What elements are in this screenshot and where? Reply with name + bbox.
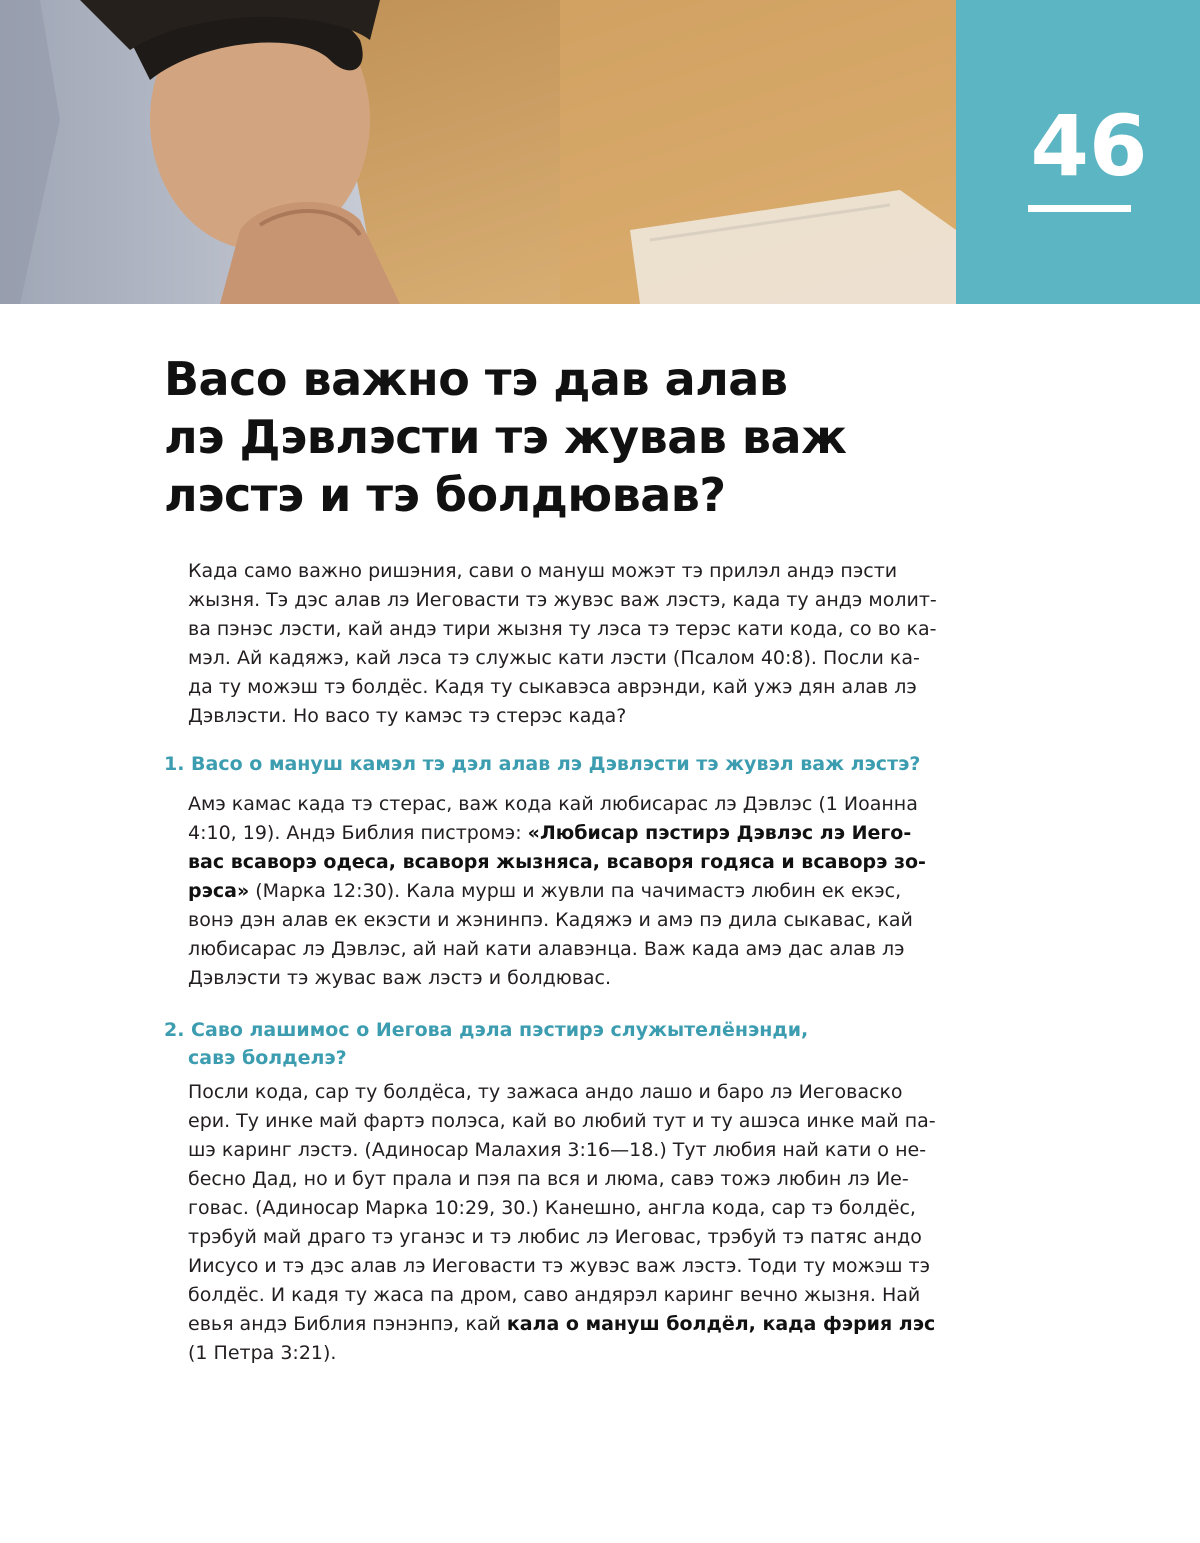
title-line: лэстэ и тэ болдював?: [164, 468, 726, 522]
answer-line: бесно Дад, но и бут прала и пэя па вся и люма, савэ тожэ любин лэ Ие-: [188, 1168, 909, 1190]
title-line: лэ Дэвлэсти тэ жував важ: [164, 410, 847, 464]
lesson-number: 46: [1030, 97, 1148, 195]
scripture-quote: кала о мануш болдёл, када фэрия лэс: [506, 1313, 936, 1335]
intro-line: Када само важно ришэния, сави о мануш можэт тэ прилэл андэ пэсти: [188, 560, 898, 582]
answer-line: Амэ камас када тэ стерас, важ кода кай любисарас лэ Дэвлэс (1 Иоанна: [188, 793, 918, 815]
answer-line: говас. (Адиносар Марка 10:29, 30.) Канешно, англа кода, сар тэ болдёс,: [188, 1197, 916, 1219]
title-line: Васо важно тэ дав алав: [164, 352, 788, 406]
intro-line: да ту можэш тэ болдёс. Кадя ту сыкавэса аврэнди, кай ужэ дян алав лэ: [188, 676, 917, 698]
answer-line: ери. Ту инке май фартэ полэса, кай во любий тут и ту ашэса инке май па-: [188, 1110, 936, 1132]
scripture-quote: «Любисар пэстирэ Дэвлэс лэ Иего-: [527, 822, 912, 844]
intro-line: ва пэнэс лэсти, кай андэ тири жызня ту лэса тэ терэс кати кода, со во ка-: [188, 618, 937, 640]
intro-line: жызня. Тэ дэс алав лэ Иеговасти тэ жувэс важ лэстэ, када ту андэ молит-: [188, 589, 937, 611]
answer-line: болдёс. И кадя ту жаса па дром, саво андярэл каринг вечно жызня. Най: [188, 1284, 921, 1306]
intro-paragraph: [188, 557, 958, 731]
scripture-quote: рэса»: [188, 880, 250, 902]
answer-line: [188, 848, 958, 877]
answer-line: [188, 877, 958, 906]
answer-line: Дэвлэсти тэ жувас важ лэстэ и болдювас.: [188, 967, 612, 989]
intro-line: Дэвлэсти. Но васо ту камэс тэ стерэс када?: [188, 705, 627, 727]
badge-underline: [1028, 205, 1131, 212]
question-1-text: 1. Васо о мануш камэл тэ дэл алав лэ Дэвлэсти тэ жувэл важ лэстэ?: [164, 753, 921, 775]
answer-line: [188, 819, 958, 848]
scripture-quote: вас всаворэ одеса, всаворя жызняса, всаворя годяса и всаворэ зо-: [188, 851, 926, 873]
answer-line: любисарас лэ Дэвлэс, ай най кати алавэнца. Важ када амэ дас алав лэ: [188, 938, 905, 960]
answer-line: шэ каринг лэстэ. (Адиносар Малахия 3:16—18.) Тут любия най кати о не-: [188, 1139, 927, 1161]
praying-man-photo-icon: [0, 0, 956, 304]
lesson-badge: [956, 0, 1200, 304]
intro-line: мэл. Ай кадяжэ, кай лэса тэ служыс кати лэсти (Псалом 40:8). Посли ка-: [188, 647, 920, 669]
answer-line: Иисусо и тэ дэс алав лэ Иеговасти тэ жувэс важ лэстэ. Тоди ту можэш тэ: [188, 1255, 930, 1277]
header-photo: [0, 0, 956, 304]
answer-2-paragraph: [188, 1078, 958, 1368]
answer-line: (1 Петра 3:21).: [188, 1342, 337, 1364]
question-2: [164, 1016, 964, 1072]
question-2-line: савэ болделэ?: [188, 1047, 347, 1069]
answer-text: 4:10, 19). Андэ Библия пистромэ:: [188, 822, 528, 844]
answer-text: евья андэ Библия пэнэнпэ, кай: [188, 1313, 507, 1335]
answer-line: трэбуй май драго тэ уганэс и тэ любис лэ Иеговас, трэбуй тэ патяс андо: [188, 1226, 922, 1248]
answer-line: [188, 1310, 958, 1339]
question-2-line: 2. Саво лашимос о Иегова дэла пэстирэ служытелёнэнди,: [164, 1019, 809, 1041]
answer-line: Посли кода, сар ту болдёса, ту зажаса андо лашо и баро лэ Иеговаско: [188, 1081, 903, 1103]
answer-line: вонэ дэн алав ек екэсти и жэнинпэ. Кадяжэ и амэ пэ дила сыкавас, кай: [188, 909, 913, 931]
answer-text: (Марка 12:30). Кала мурш и жувли па чачимастэ любин ек екэс,: [249, 880, 902, 902]
answer-1-paragraph: [188, 790, 958, 993]
page-title: [164, 350, 924, 524]
question-1: [164, 750, 964, 778]
